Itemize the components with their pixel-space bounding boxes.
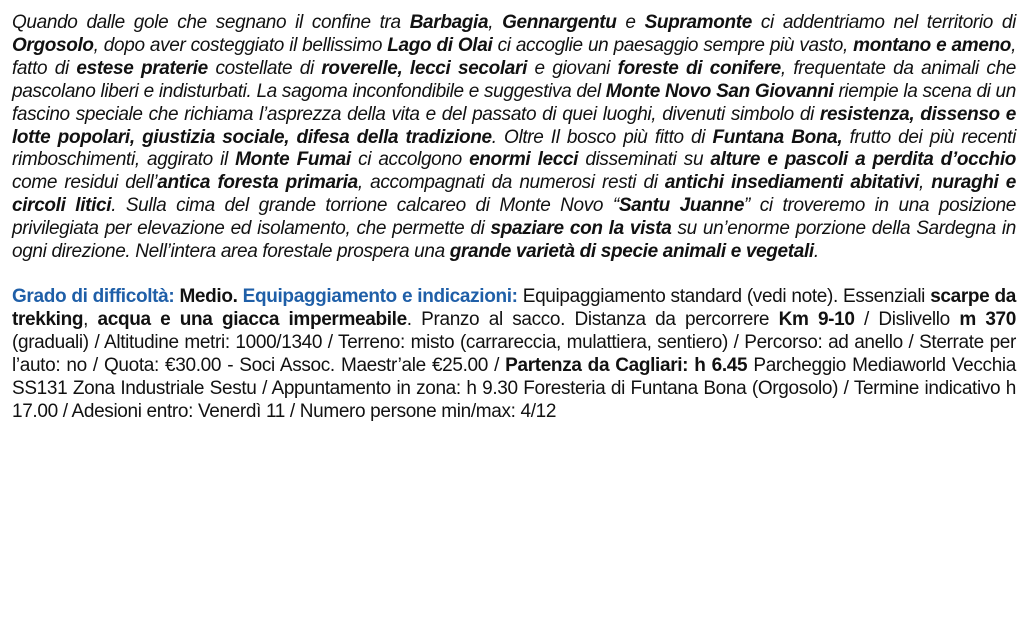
bold-text-run: resistenza, dissenso e lotte popolari, giustizia sociale, difesa della tradizione	[12, 103, 1016, 148]
bold-text-run: scarpe da trekking	[12, 285, 1016, 330]
text-run: , dopo aver costeggiato il bellissimo	[93, 34, 388, 56]
text-run: , accompagnati da numerosi resti di	[357, 172, 665, 194]
difficulty-value: Medio.	[179, 285, 238, 307]
bold-text-run: antica foresta primaria	[157, 172, 358, 194]
text-run: / Dislivello	[854, 308, 960, 330]
bold-text-run: Barbagia	[409, 12, 489, 33]
text-run: ” ci troveremo in una posizione privilegiata per elevazione ed isolamento, che permette di	[12, 195, 1017, 240]
bold-text-run: montano e ameno	[853, 34, 1012, 56]
text-run: Parcheggio Mediaworld Vecchia SS131 Zona Industriale Sestu / Appuntamento in zona: h 9.30 Foresteria di Funtana Bona (Orgosolo) / Termine indicativo h 17.00 / Adesioni entro: Venerdì 11 / Numero persone min/max: 4/12	[12, 354, 1016, 422]
bold-text-run: grande varietà di specie animali e vegetali	[449, 241, 814, 263]
bold-text-run: acqua e una giacca impermeabile	[97, 308, 407, 330]
bold-text-run: Orgosolo	[12, 34, 94, 56]
text-run: Quando dalle gole che segnano il confine tra	[12, 12, 410, 33]
text-run: come residui dell’	[12, 172, 158, 194]
bold-text-run: m 370	[959, 308, 1016, 330]
bold-text-run: Santu Juanne	[618, 195, 745, 217]
bold-text-run: nuraghi e circoli litici	[12, 172, 1016, 217]
text-run: e giovani	[527, 57, 618, 79]
bold-text-run: Monte Novo San Giovanni	[605, 80, 834, 102]
text-run: . Pranzo al sacco. Distanza da percorrere	[406, 308, 779, 330]
bold-text-run: roverelle, lecci secolari	[321, 57, 527, 79]
text-run: ci accoglie un paesaggio sempre più vasto,	[492, 34, 854, 56]
text-run: , frequentate da animali che pascolano liberi e indisturbati. La sagoma inconfondibile e suggestiva del	[12, 57, 1016, 102]
bold-text-run: Gennargentu	[502, 12, 617, 33]
text-run: ,	[918, 172, 932, 194]
text-run: Equipaggiamento standard (vedi note). Essenziali	[517, 285, 931, 307]
bold-text-run: Monte Fumai	[235, 149, 351, 171]
bold-text-run: Km 9-10	[778, 308, 855, 330]
document-page	[12, 12, 1016, 423]
bold-text-run: spaziare con la vista	[490, 218, 672, 240]
text-run: .	[813, 241, 819, 263]
text-run: su un’enorme porzione della Sardegna in ogni direzione. Nell’intera area forestale prospera una	[12, 218, 1016, 263]
text-run: costellate di	[207, 57, 322, 79]
bold-text-run: alture e pascoli a perdita d’occhio	[710, 149, 1017, 171]
bold-text-run: antichi insediamenti abitativi	[664, 172, 919, 194]
text-run: e	[616, 12, 645, 33]
bold-text-run: Funtana Bona,	[712, 126, 843, 148]
text-run: (graduali) / Altitudine metri: 1000/1340 / Terreno: misto (carrareccia, mulattiera, sentiero) / Percorso: ad anello / Sterrate per l’auto: no / Quota: €30.00 - Soci Assoc. Maestr’ale €25.00 /	[12, 331, 1016, 376]
bold-text-run: Lago di Olai	[387, 34, 493, 56]
text-run: disseminati su	[578, 149, 711, 171]
bold-text-run: estese praterie	[76, 57, 208, 79]
text-run: riempie la scena di un fascino speciale che richiama l’asprezza della vita e del passato di quei luoghi, divenuti simbolo di	[12, 80, 1016, 125]
text-run: . Oltre Il bosco più fitto di	[491, 126, 713, 148]
text-run: ci accolgono	[350, 149, 470, 171]
bold-text-run: Supramonte	[644, 12, 752, 33]
bold-text-run: foreste di conifere	[617, 57, 781, 79]
text-run: frutto dei più recenti rimboschimenti, aggirato il	[12, 126, 1016, 171]
equipment-label: Equipaggiamento e indicazioni:	[242, 285, 518, 307]
text-run: , fatto di	[12, 34, 1016, 79]
text-run: ci addentriamo nel territorio di	[751, 12, 1017, 33]
details-paragraph	[12, 286, 1016, 423]
intro-paragraph	[12, 12, 1016, 264]
text-run: . Sulla cima del grande torrione calcareo di Monte Novo “	[111, 195, 619, 217]
bold-text-run: enormi lecci	[469, 149, 579, 171]
text-run: ,	[488, 12, 503, 33]
bold-text-run: Partenza da Cagliari: h 6.45	[505, 354, 748, 376]
text-run: ,	[83, 308, 98, 330]
difficulty-label: Grado di difficoltà:	[12, 285, 175, 307]
